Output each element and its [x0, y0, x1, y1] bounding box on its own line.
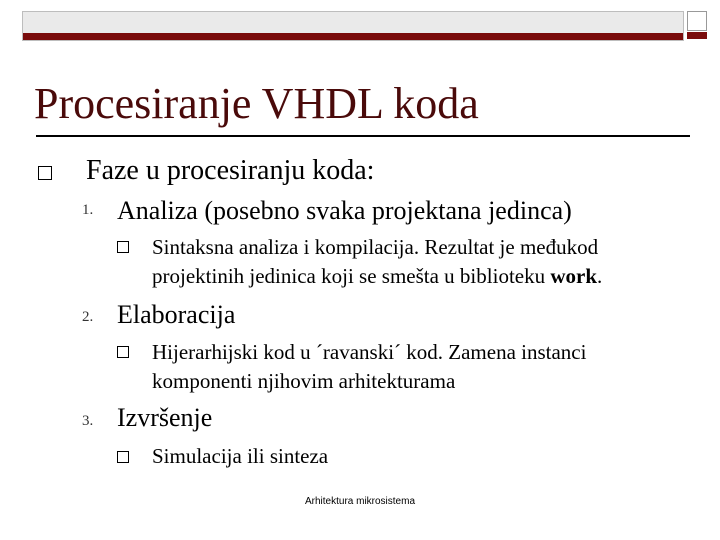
title-divider [36, 135, 690, 137]
header-square-line [687, 32, 707, 39]
square-bullet-icon [117, 241, 129, 253]
header-square [687, 11, 707, 41]
header-band [22, 11, 684, 41]
phase-label: Analiza (posebno svaka projektana jedinca) [117, 196, 572, 225]
phase-detail-text: projektinih jedinica koji se smešta u biblioteku [152, 264, 551, 288]
phase-detail-line: Hijerarhijski kod u ´ravanski´ kod. Zamena instanci [152, 340, 587, 364]
main-bullet-text: Faze u procesiranju koda: [86, 155, 375, 186]
phase-number: 1. [82, 202, 94, 218]
square-bullet-icon [117, 346, 129, 358]
header-square-box [687, 11, 707, 31]
phase-number: 3. [82, 413, 94, 429]
phase-detail-line: Simulacija ili sinteza [152, 444, 329, 468]
slide-footer: Arhitektura mikrosistema [304, 496, 416, 507]
phase-detail-line: Sintaksna analiza i kompilacija. Rezultat je međukod [152, 235, 599, 259]
phase-detail-line: komponenti njihovim arhitekturama [152, 369, 456, 393]
phase-detail-line [152, 262, 602, 290]
square-bullet-icon [38, 166, 52, 180]
phase-label: Elaboracija [117, 300, 236, 329]
phase-label: Izvršenje [117, 403, 213, 432]
phase-number: 2. [82, 309, 94, 325]
library-name: work [550, 264, 598, 288]
phase-detail-text: . [597, 264, 603, 288]
header-accent-line [23, 33, 683, 40]
slide-title: Procesiranje VHDL koda [34, 79, 479, 128]
square-bullet-icon [117, 451, 129, 463]
